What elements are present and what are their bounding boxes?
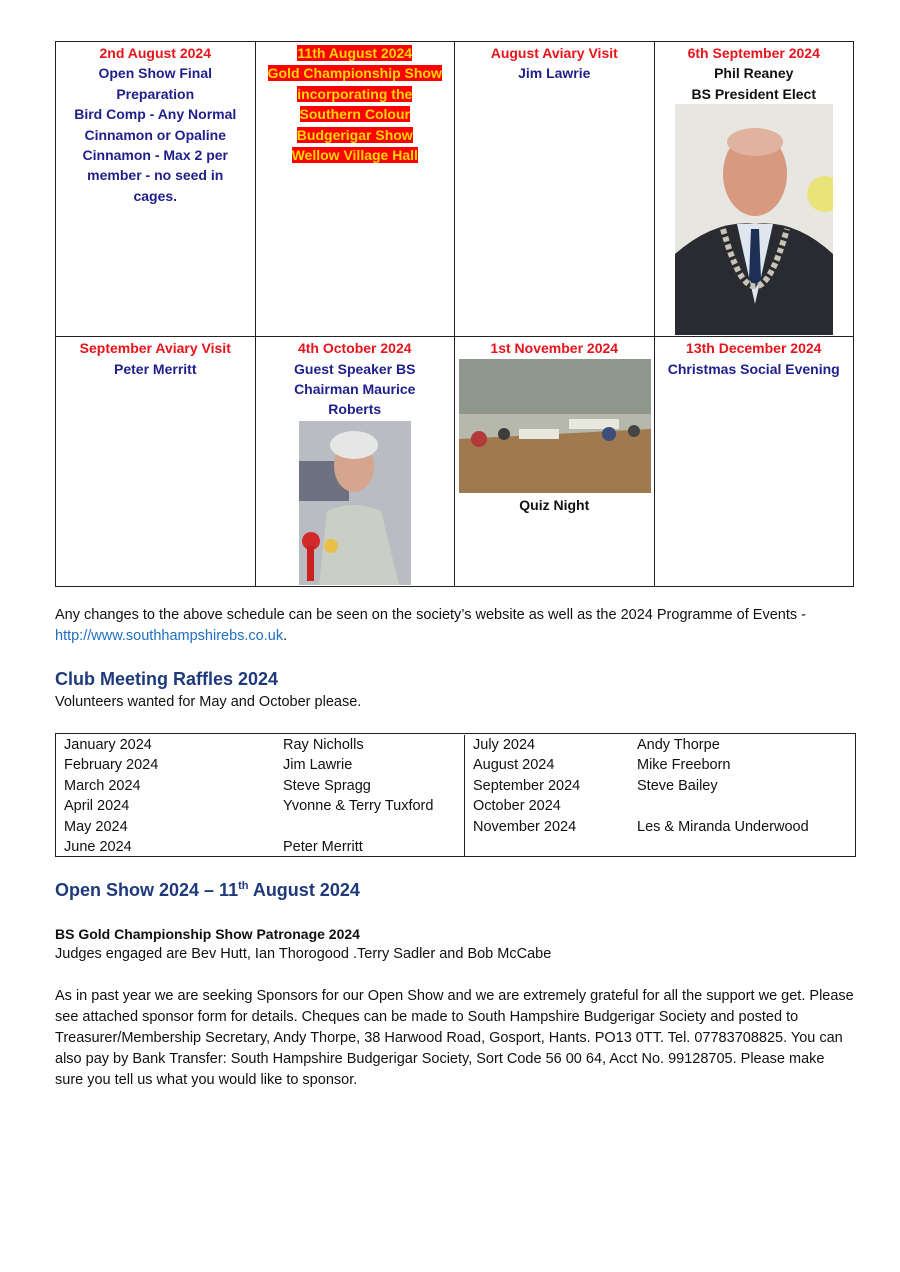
maurice-roberts-photo	[299, 421, 411, 585]
event-line: Cinnamon or Opaline	[84, 126, 227, 143]
raffle-volunteer: Steve Bailey	[637, 777, 718, 794]
raffles-note: Volunteers wanted for May and October please.	[55, 694, 362, 710]
raffle-row	[465, 735, 855, 755]
raffle-month: April 2024	[64, 798, 130, 815]
event-line: Gold Championship Show	[267, 65, 442, 82]
event-line: Roberts	[328, 401, 382, 418]
sponsor-paragraph: As in past year we are seeking Sponsors for our Open Show and we are extremely grateful for all the support we get. Please see attached sponsor form for details. Cheques can be made to South Hampshire Budgerigar Society and posted to Treasurer/Membership Secretary, Andy Thorpe, 38 Harwood Road, Gosport, Hants. PO13 0TT. Tel. 07783708825. You can also pay by Bank Transfer: South Hampshire Budgerigar Society, Sort Code 56 00 64, Acct No. 99128705. Please make sure you tell us what you would like to sponsor.	[55, 988, 854, 1088]
event-line: Cinnamon - Max 2 per	[82, 147, 228, 164]
period: .	[283, 628, 288, 644]
raffle-month: July 2024	[473, 737, 536, 753]
event-line: Christmas Social Evening	[667, 360, 840, 377]
heading-sup: th	[238, 880, 249, 892]
event-cell	[56, 337, 256, 587]
raffle-month: August 2024	[473, 757, 555, 774]
event-line: Open Show Final	[98, 65, 213, 82]
raffle-row	[56, 817, 464, 837]
schedule-changes-note	[55, 605, 855, 647]
raffle-volunteer: Ray Nicholls	[283, 737, 364, 753]
website-link[interactable]: http://www.southhampshirebs.co.uk	[55, 628, 284, 644]
event-line: Jim Lawrie	[518, 65, 591, 82]
raffles-right-column	[465, 735, 855, 856]
event-cell	[56, 42, 256, 337]
phil-reaney-photo	[675, 104, 833, 335]
event-date: 1st November 2024	[490, 340, 619, 357]
event-line: Bird Comp - Any Normal	[74, 106, 237, 123]
event-cell	[654, 42, 854, 337]
event-line: BS President Elect	[691, 85, 816, 102]
raffle-row	[56, 796, 464, 816]
event-date: 2nd August 2024	[99, 45, 211, 61]
event-line: Chairman Maurice	[294, 381, 416, 398]
raffles-table	[55, 733, 856, 857]
event-cell	[455, 337, 655, 587]
event-line: Phil Reaney	[714, 65, 794, 82]
raffles-heading: Club Meeting Raffles 2024	[55, 669, 279, 689]
event-line: cages.	[133, 187, 178, 204]
raffle-row	[56, 755, 464, 775]
raffle-month: November 2024	[473, 818, 577, 835]
raffle-volunteer: Yvonne & Terry Tuxford	[283, 798, 434, 815]
event-line: Preparation	[116, 85, 195, 102]
raffle-month: October 2024	[473, 798, 561, 815]
raffle-month: January 2024	[64, 737, 152, 753]
raffle-month: March 2024	[64, 777, 141, 794]
raffle-volunteer: Andy Thorpe	[637, 737, 720, 753]
event-cell-highlighted	[255, 42, 455, 337]
event-line: Southern Colour	[299, 106, 410, 123]
raffle-month: May 2024	[64, 818, 128, 835]
event-line: member - no seed in	[87, 167, 224, 184]
raffle-volunteer: Peter Merritt	[283, 838, 363, 855]
event-line: Peter Merritt	[114, 360, 197, 377]
event-line: Guest Speaker BS	[294, 360, 416, 377]
photo-caption: Quiz Night	[519, 496, 590, 513]
heading-text: Open Show 2024 – 11	[55, 880, 239, 900]
event-cell	[654, 337, 854, 587]
event-cell	[255, 337, 455, 587]
event-line: incorporating the	[297, 85, 413, 102]
judges-text: Judges engaged are Bev Hutt, Ian Thorogood .Terry Sadler and Bob McCabe	[55, 946, 552, 962]
raffle-row	[465, 817, 855, 837]
event-line: Budgerigar Show	[296, 126, 413, 143]
raffle-month: February 2024	[64, 757, 159, 774]
event-date: 11th August 2024	[297, 45, 413, 61]
raffle-volunteer: Steve Spragg	[283, 777, 371, 794]
raffles-left-column	[56, 735, 465, 856]
event-date: August Aviary Visit	[490, 45, 618, 61]
raffle-volunteer: Mike Freeborn	[637, 757, 731, 774]
raffle-row	[56, 735, 464, 755]
open-show-heading	[55, 880, 360, 901]
raffle-volunteer: Les & Miranda Underwood	[637, 818, 809, 835]
changes-text: Any changes to the above schedule can be seen on the society’s website as well as the 2024 Programme of Events -	[55, 607, 806, 623]
heading-text: August 2024	[248, 880, 360, 900]
event-date: 13th December 2024	[686, 340, 822, 357]
event-line: Wellow Village Hall	[291, 147, 418, 164]
patronage-subheading: BS Gold Championship Show Patronage 2024	[55, 926, 360, 942]
raffle-row	[465, 755, 855, 775]
raffle-row	[465, 776, 855, 796]
quiz-night-photo	[459, 359, 651, 493]
raffle-row	[56, 776, 464, 796]
event-date: 6th September 2024	[687, 45, 820, 61]
raffle-volunteer: Jim Lawrie	[283, 757, 353, 774]
event-date: 4th October 2024	[297, 340, 412, 357]
events-schedule-table	[55, 41, 854, 587]
raffle-month: September 2024	[473, 777, 581, 794]
raffle-month: June 2024	[64, 838, 132, 855]
event-details	[60, 63, 251, 206]
event-cell	[455, 42, 655, 337]
event-date: September Aviary Visit	[79, 340, 231, 357]
raffle-row	[56, 837, 464, 857]
raffle-row	[465, 796, 855, 816]
